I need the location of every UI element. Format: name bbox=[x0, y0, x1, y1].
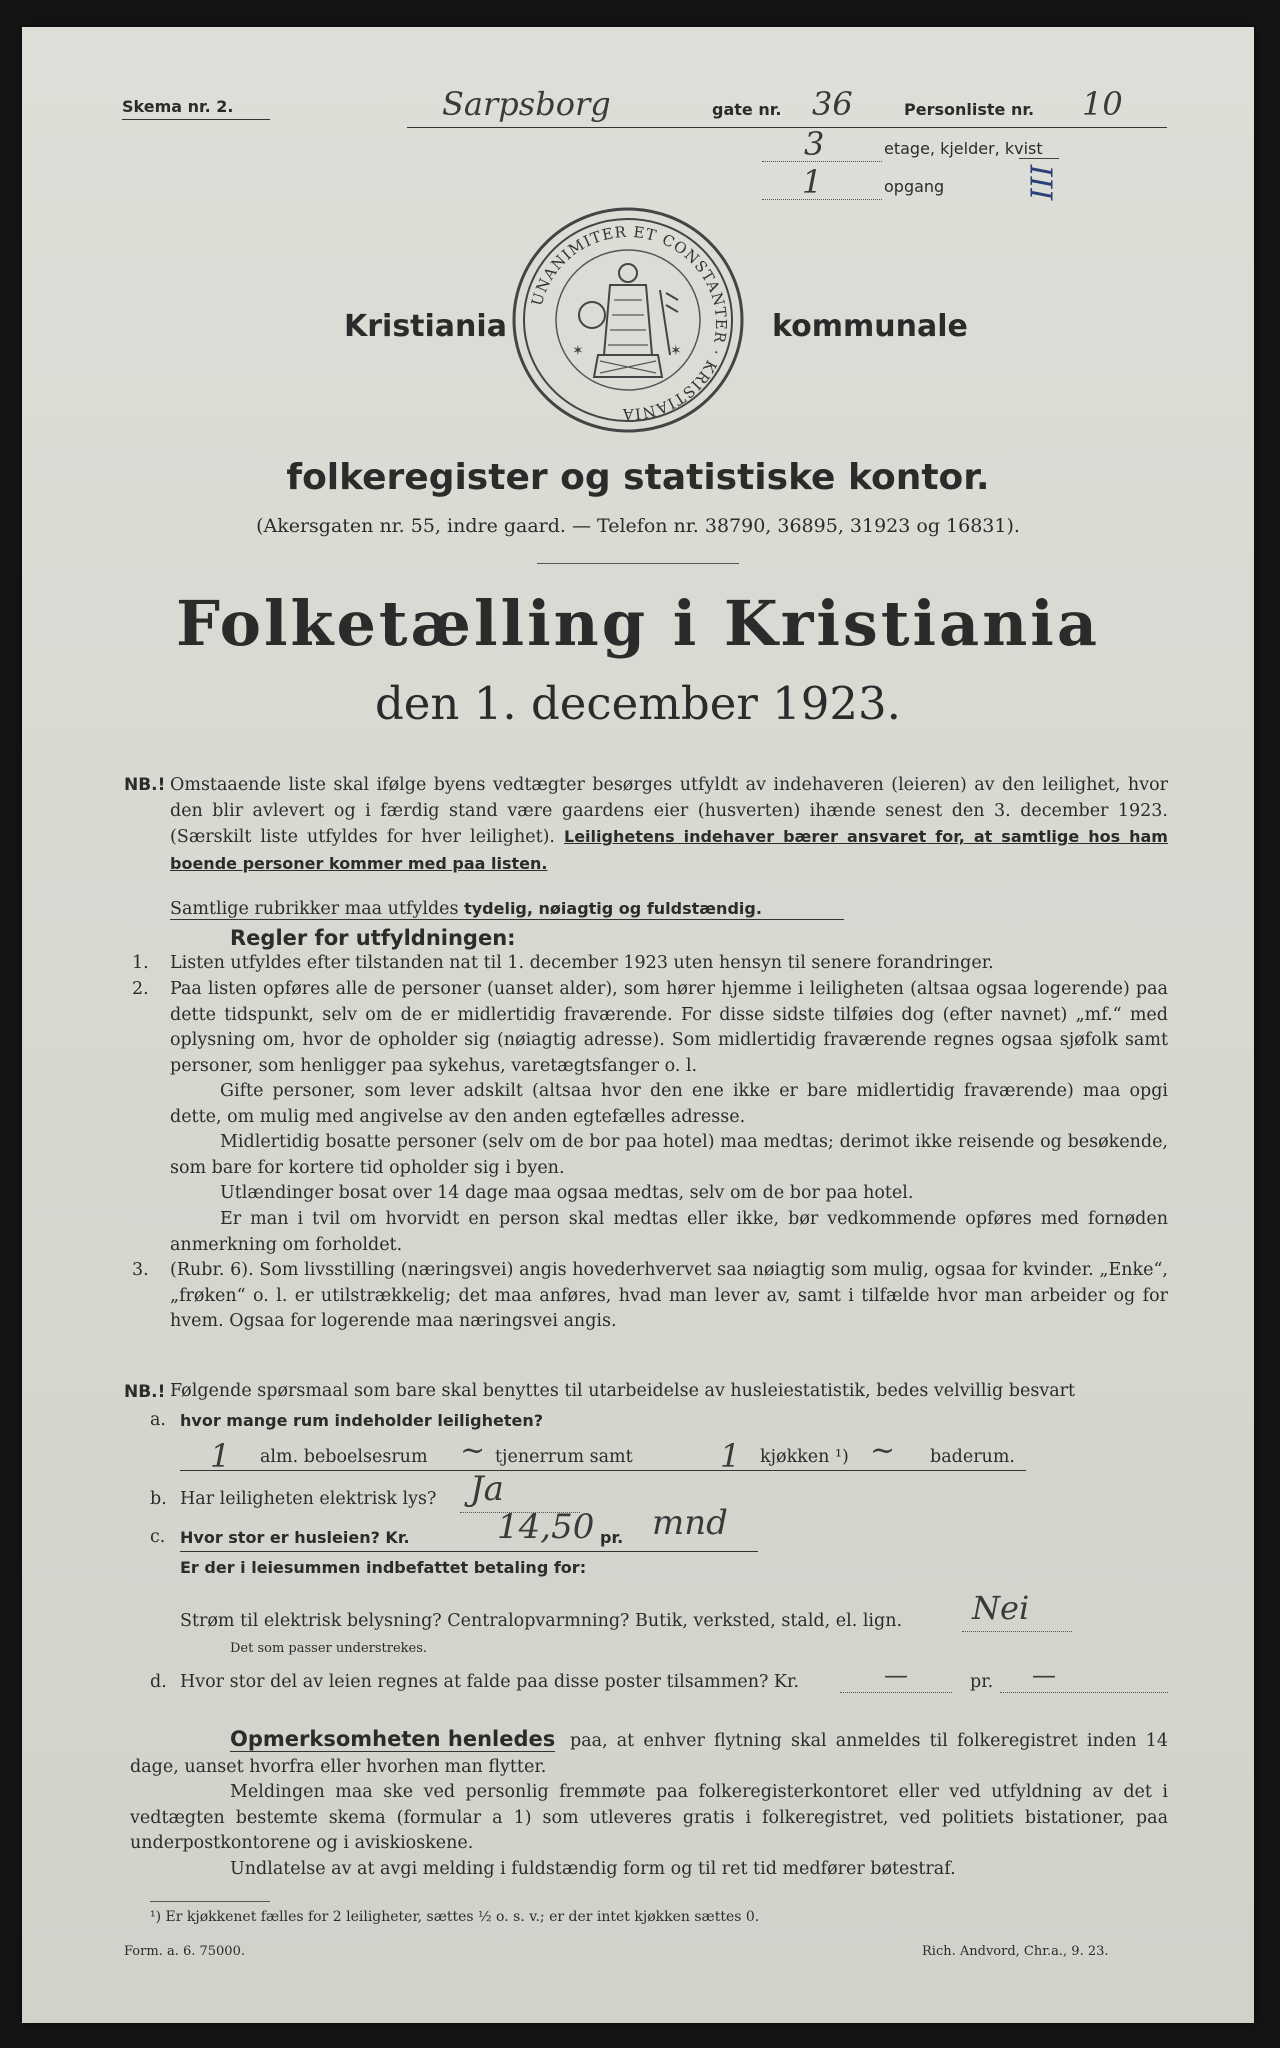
sub-title: den 1. december 1923. bbox=[375, 677, 901, 730]
rule2-married: Gifte personer, som lever adskilt (altsaa hvor den ene ikke er bare midlertidig fraværende) maa opgi dette, om mulig med angivelse av den anden egtefælles adresse. bbox=[170, 1081, 1168, 1127]
q-b-answer: Ja bbox=[470, 1469, 504, 1509]
notice-paragraph-1: paa, at enhver flytning skal anmeldes til folkeregistret inden 14 dage, uanset hvorfra eller hvorhen man flytter. bbox=[130, 1731, 1168, 1777]
skema-underline bbox=[122, 119, 270, 120]
q-c-question: Hvor stor er husleien? Kr. bbox=[180, 1528, 410, 1547]
nb1-line3-a: Samtlige rubrikker maa utfyldes bbox=[170, 899, 459, 919]
notice-paragraph-3: Undlatelse av at avgi melding i fuldstændig form og til ret tid medfører bøtestraf. bbox=[230, 1859, 956, 1879]
office-right-word: kommunale bbox=[772, 309, 968, 344]
blue-pencil-mark: III bbox=[1022, 164, 1058, 201]
included-heading: Er der i leiesummen indbefattet betaling for: bbox=[180, 1558, 587, 1577]
rule2-num: 2. bbox=[132, 979, 149, 999]
kitchen-label: kjøkken ¹) bbox=[760, 1447, 849, 1467]
street-name-handwritten: Sarpsborg bbox=[442, 85, 611, 123]
divider bbox=[537, 563, 739, 564]
rent-period: mnd bbox=[652, 1503, 728, 1543]
included-question: Strøm til elektrisk belysning? Centralopvarmning? Butik, verksted, stald, el. lign. bbox=[180, 1611, 903, 1631]
svg-text:✶: ✶ bbox=[670, 343, 682, 359]
gate-nr-value: 36 bbox=[812, 85, 853, 123]
included-dotline bbox=[962, 1631, 1072, 1632]
q-d-kr-value: — bbox=[884, 1661, 908, 1689]
q-d-pr-value: — bbox=[1032, 1661, 1056, 1689]
nb1-text: Omstaaende liste skal ifølge byens vedtægter besørges utfyldt av indehaveren (leieren) av den leilighet, hvor den blir avlevert og i færdig stand være gaardens eier (husverten) ihænde senest den 3. december 1923. (Særskilt liste utfyldes for hver leilighet). bbox=[170, 775, 1168, 847]
nb2-intro: Følgende spørsmaal som bare skal benyttes til utarbeidelse av husleiestatistik, bedes velvillig besvart bbox=[170, 1381, 1076, 1401]
kvist-underline bbox=[1019, 158, 1059, 159]
notice-paragraph-2: Meldingen maa ske ved personlig fremmøte paa folkeregisterkontoret eller ved utfyldning av det i vedtægten bestemte skema (formular a 1) som utleveres gratis i folkeregistret, ved politiets bistationer, paa underpostkontorene og i aviskioskene. bbox=[130, 1782, 1168, 1853]
q-a-answer-line bbox=[180, 1470, 1026, 1471]
q-d-question: Hvor stor del av leien regnes at falde paa disse poster tilsammen? Kr. bbox=[180, 1672, 800, 1692]
seal-text-path: UNANIMITER ET CONSTANTER · KRISTIANIA bbox=[527, 222, 731, 424]
servant-rooms-value: ~ bbox=[460, 1433, 486, 1468]
rule2-text: Paa listen opføres alle de personer (uanset alder), som hører hjemme i leiligheten (altsaa ogsaa logerende) paa dette tidspunkt, selv om de er midlertidig fraværende. For disse sidste tilføies dog (efter navnet) „mf.“ med oplysning om, hvor de opholder sig (nøiagtig adresse). Som midlertidig fraværende regnes ogsaa sjøfolk samt personer, som henligger paa sykehus, varetægtsfanger o. l. bbox=[170, 979, 1168, 1076]
personliste-label: Personliste nr. bbox=[904, 100, 1035, 119]
nb2-label: NB.! bbox=[124, 1382, 166, 1402]
form-number: Form. a. 6. 75000. bbox=[124, 1944, 245, 1959]
kristiania-seal bbox=[510, 205, 746, 435]
office-left-word: Kristiania bbox=[344, 309, 507, 344]
included-answer: Nei bbox=[972, 1589, 1030, 1627]
rent-pr-label: pr. bbox=[600, 1528, 624, 1547]
q-d-pr-line bbox=[1000, 1692, 1168, 1693]
personliste-value: 10 bbox=[1082, 85, 1123, 123]
office-name: folkeregister og statistiske kontor. bbox=[286, 457, 990, 498]
nb1-line3-b: tydelig, nøiagtig og fuldstændig. bbox=[464, 899, 762, 918]
nb1-line3 bbox=[170, 899, 844, 920]
q-d-pr-label: pr. bbox=[970, 1672, 994, 1692]
q-a-label: a. bbox=[150, 1410, 166, 1430]
etage-value: 3 bbox=[804, 125, 825, 163]
q-d-kr-line bbox=[840, 1692, 952, 1693]
rule3-num: 3. bbox=[132, 1260, 149, 1280]
main-title: Folketælling i Kristiania bbox=[175, 587, 1101, 660]
census-form-page bbox=[22, 27, 1254, 2023]
servant-rooms-label: tjenerrum samt bbox=[495, 1447, 633, 1467]
nb1-label: NB.! bbox=[124, 775, 166, 795]
bathroom-value: ~ bbox=[870, 1433, 896, 1468]
rule2-foreigners: Utlændinger bosat over 14 dage maa ogsaa medtas, selv om de bor paa hotel. bbox=[220, 1183, 914, 1203]
rooms-value: 1 bbox=[210, 1437, 231, 1475]
rule3-text: (Rubr. 6). Som livsstilling (næringsvei) angis hovederhvervet saa nøiagtig som mulig, ogsaa for kvinder. „Enke“, „frøken“ o. l. er utilstrækkelig; det maa anføres, hvad man lever av, samt i tilfælde hvor man arbeider og for hvem. Ogsaa for logerende maa næringsvei angis. bbox=[170, 1260, 1168, 1331]
included-note: Det som passer understrekes. bbox=[230, 1641, 428, 1656]
opgang-value: 1 bbox=[802, 163, 823, 201]
etage-label: etage, kjelder, kvist bbox=[884, 139, 1043, 158]
bathroom-label: baderum. bbox=[930, 1447, 1015, 1467]
rent-amount: 14,50 bbox=[497, 1507, 595, 1547]
opgang-label: opgang bbox=[884, 177, 945, 196]
printer-credit: Rich. Andvord, Chr.a., 9. 23. bbox=[922, 1944, 1109, 1959]
svg-text:✶: ✶ bbox=[572, 343, 584, 359]
nb1-paragraph bbox=[170, 773, 1168, 877]
rule1-num: 1. bbox=[132, 953, 149, 973]
rule2-temporary: Midlertidig bosatte personer (selv om de bor paa hotel) maa medtas; derimot ikke reisende og besøkende, som bare for kortere tid opholder sig i byen. bbox=[170, 1132, 1168, 1178]
kitchen-value: 1 bbox=[720, 1437, 741, 1475]
office-address: (Akersgaten nr. 55, indre gaard. — Telefon nr. 38790, 36895, 31923 og 16831). bbox=[256, 515, 1020, 537]
q-b-question: Har leiligheten elektrisk lys? bbox=[180, 1489, 437, 1509]
q-c-label: c. bbox=[150, 1527, 166, 1547]
rules-heading: Regler for utfyldningen: bbox=[230, 926, 516, 950]
rule2-doubt: Er man i tvil om hvorvidt en person skal medtas eller ikke, bør vedkommende opføres med fornøden anmerkning om forholdet. bbox=[170, 1209, 1168, 1255]
gate-nr-label: gate nr. bbox=[712, 100, 782, 119]
footnote-rule bbox=[150, 1901, 270, 1902]
q-c-underline bbox=[180, 1551, 758, 1552]
q-d-label: d. bbox=[150, 1672, 167, 1692]
rooms-label: alm. beboelsesrum bbox=[260, 1447, 428, 1467]
q-b-label: b. bbox=[150, 1489, 167, 1509]
footnote: ¹) Er kjøkkenet fælles for 2 leiligheter, sættes ½ o. s. v.; er der intet kjøkken sættes 0. bbox=[150, 1909, 760, 1925]
nb1-bold-warning: Leilighetens indehaver bærer ansvaret for, at samtlige hos ham boende personer kommer med paa listen. bbox=[170, 827, 1168, 873]
rule1-text: Listen utfyldes efter tilstanden nat til 1. december 1923 uten hensyn til senere forandringer. bbox=[170, 953, 994, 973]
notice-heading: Opmerksomheten henledes bbox=[230, 1727, 556, 1751]
skema-label: Skema nr. 2. bbox=[122, 97, 234, 116]
q-a-question: hvor mange rum indeholder leiligheten? bbox=[180, 1411, 543, 1430]
